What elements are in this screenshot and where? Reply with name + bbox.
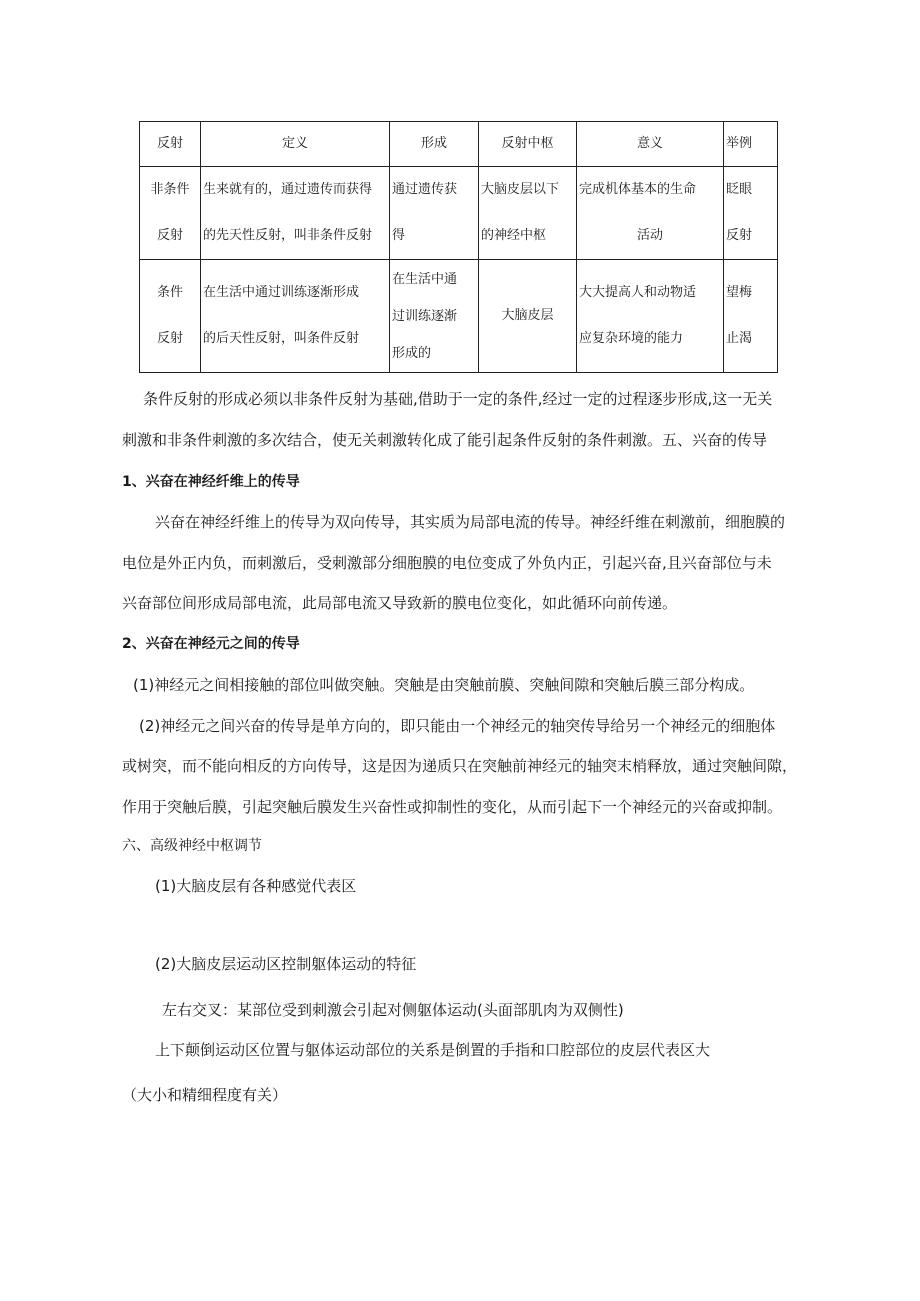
reflex-table xyxy=(139,121,778,373)
list-item: 左右交叉：某部位受到刺激会引起对侧躯体运动(头面部肌肉为双侧性) xyxy=(162,1001,624,1019)
table-cell: 眨眼 反射 xyxy=(724,167,778,260)
section-heading: 1、兴奋在神经纤维上的传导 xyxy=(122,474,300,490)
paragraph-line: 刺激和非条件刺激的多次结合，使无关刺激转化成了能引起条件反射的条件刺激。五、兴奋的传导 xyxy=(122,431,768,449)
table-row xyxy=(140,167,778,260)
paragraph-line: 兴奋在神经纤维上的传导为双向传导，其实质为局部电流的传导。神经纤维在刺激前，细胞膜的 xyxy=(155,513,786,531)
table-cell: 完成机体基本的生命 活动 xyxy=(577,167,724,260)
table-header-row xyxy=(140,122,778,167)
list-item: （大小和精细程度有关） xyxy=(122,1086,288,1104)
header-cell: 意义 xyxy=(577,122,724,167)
table-cell: 非条件 反射 xyxy=(140,167,201,260)
header-cell: 举例 xyxy=(724,122,778,167)
table-cell: 大脑皮层以下 的神经中枢 xyxy=(479,167,577,260)
paragraph-line: 兴奋部位间形成局部电流，此局部电流又导致新的膜电位变化，如此循环向前传递。 xyxy=(122,594,678,612)
table-cell: 望梅 止渴 xyxy=(724,260,778,373)
table-cell: 条件 反射 xyxy=(140,260,201,373)
paragraph-line: (2)神经元之间兴奋的传导是单方向的，即只能由一个神经元的轴突传导给另一个神经元的细胞体 xyxy=(139,717,776,735)
paragraph-line: 或树突，而不能向相反的方向传导，这是因为递质只在突触前神经元的轴突末梢释放，通过突触间隙， xyxy=(122,757,798,775)
list-item: (2)大脑皮层运动区控制躯体运动的特征 xyxy=(155,955,417,973)
header-cell: 反射中枢 xyxy=(479,122,577,167)
section-heading: 六、高级神经中枢调节 xyxy=(122,838,262,854)
list-item: (1)大脑皮层有各种感觉代表区 xyxy=(155,877,357,895)
header-cell: 形成 xyxy=(390,122,479,167)
table-cell: 通过遗传获 得 xyxy=(390,167,479,260)
table-cell: 大大提高人和动物适 应复杂环境的能力 xyxy=(577,260,724,373)
table-cell: 大脑皮层 xyxy=(479,260,577,373)
list-item: 上下颠倒运动区位置与躯体运动部位的关系是倒置的手指和口腔部位的皮层代表区大 xyxy=(155,1041,711,1059)
paragraph-line: 作用于突触后膜，引起突触后膜发生兴奋性或抑制性的变化，从而引起下一个神经元的兴奋或抑制。 xyxy=(122,798,783,816)
paragraph-line: 条件反射的形成必须以非条件反射为基础,借助于一定的条件,经过一定的过程逐步形成,这一无关 xyxy=(143,390,773,408)
header-cell: 定义 xyxy=(201,122,390,167)
section-heading: 2、兴奋在神经元之间的传导 xyxy=(122,636,300,652)
header-cell: 反射 xyxy=(140,122,201,167)
table-row xyxy=(140,260,778,373)
paragraph-line: (1)神经元之间相接触的部位叫做突触。突触是由突触前膜、突触间隙和突触后膜三部分构成。 xyxy=(133,676,755,694)
table-cell: 生来就有的，通过遗传而获得 的先天性反射，叫非条件反射 xyxy=(201,167,390,260)
table-cell: 在生活中通过训练逐渐形成 的后天性反射，叫条件反射 xyxy=(201,260,390,373)
paragraph-line: 电位是外正内负，而刺激后，受刺激部分细胞膜的电位变成了外负内正，引起兴奋,且兴奋部位与未 xyxy=(122,554,772,572)
table-cell: 在生活中通 过训练逐渐 形成的 xyxy=(390,260,479,373)
